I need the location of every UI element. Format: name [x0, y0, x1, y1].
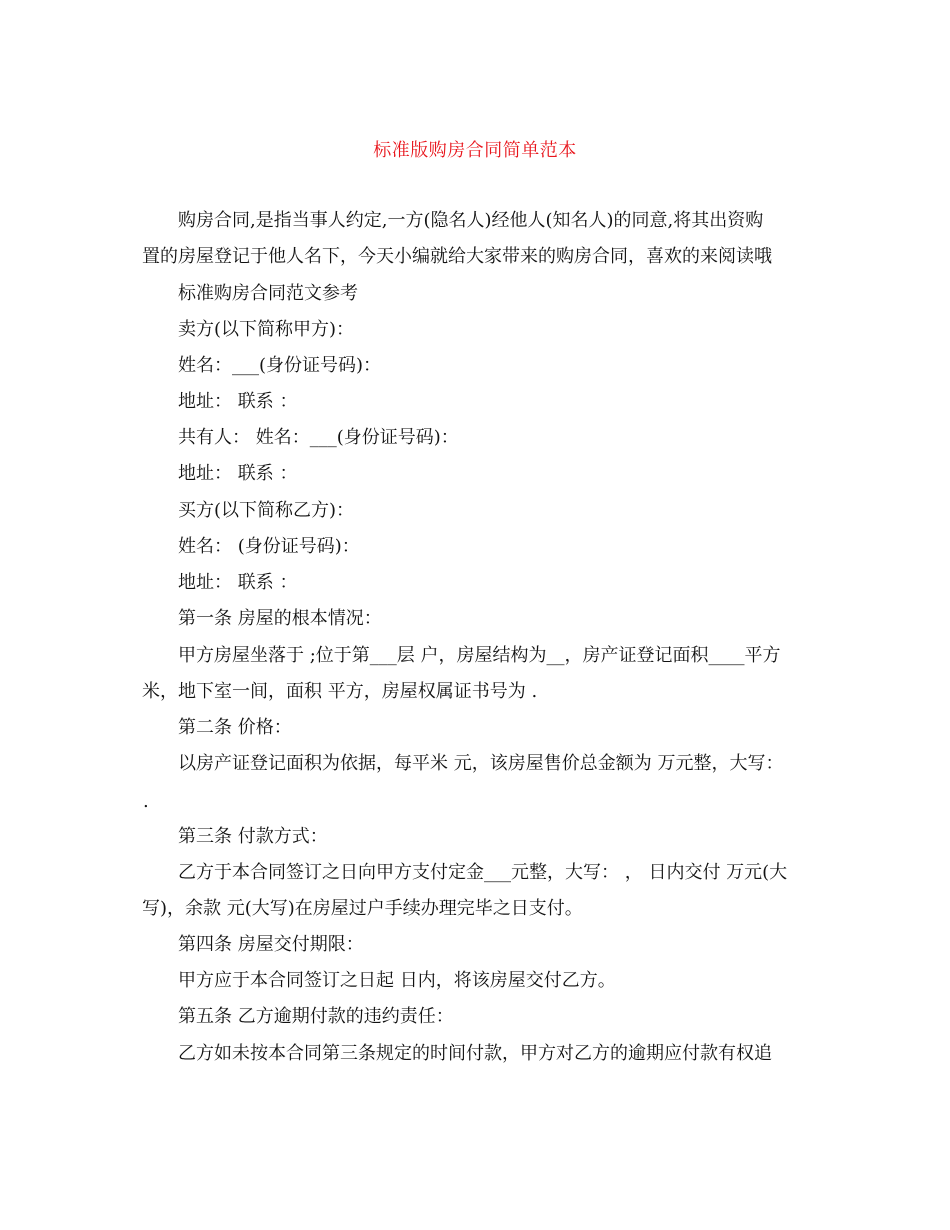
- buyer-heading: 买方(以下简称乙方)：: [178, 500, 355, 521]
- seller-heading: 卖方(以下简称甲方)：: [178, 319, 355, 340]
- article-2-heading: 第二条 价格：: [178, 717, 292, 738]
- co-owner-address-line: 地址： 联系 ：: [178, 463, 298, 484]
- paragraph-intro-line-2: 置的房屋登记于他人名下，今天小编就给大家带来的购房合同，喜欢的来阅读哦: [142, 246, 772, 267]
- article-5-text-line-1: 乙方如未按本合同第三条规定的时间付款，甲方对乙方的逾期应付款有权追: [178, 1043, 772, 1064]
- paragraph-intro-line-1: 购房合同,是指当事人约定,一方(隐名人)经他人(知名人)的同意,将其出资购: [178, 210, 764, 231]
- article-3-heading: 第三条 付款方式：: [178, 826, 328, 847]
- article-1-heading: 第一条 房屋的根本情况：: [178, 608, 382, 629]
- article-4-heading: 第四条 房屋交付期限：: [178, 934, 364, 955]
- seller-name-line: 姓名：___(身份证号码)：: [178, 355, 382, 376]
- article-2-text-line-2: .: [143, 791, 149, 812]
- article-5-heading: 第五条 乙方逾期付款的违约责任：: [178, 1006, 454, 1027]
- sample-heading: 标准购房合同范文参考: [178, 283, 358, 304]
- article-3-text-line-2: 写)，余款 元(大写)在房屋过户手续办理完毕之日支付。: [142, 898, 583, 919]
- article-1-text-line-1: 甲方房屋坐落于 ;位于第___层 户，房屋结构为__，房产证登记面积____平方: [178, 645, 781, 666]
- buyer-address-line: 地址： 联系 ：: [178, 572, 298, 593]
- seller-address-line: 地址： 联系 ：: [178, 391, 298, 412]
- article-2-text-line-1: 以房产证登记面积为依据，每平米 元，该房屋售价总金额为 万元整，大写：: [178, 753, 784, 774]
- buyer-name-line: 姓名： (身份证号码)：: [178, 536, 360, 557]
- co-owner-name-line: 共有人： 姓名：___(身份证号码)：: [178, 427, 459, 448]
- article-3-text-line-1: 乙方于本合同签订之日向甲方支付定金___元整，大写： ， 日内交付 万元(大: [178, 862, 788, 883]
- article-4-text: 甲方应于本合同签订之日起 日内，将该房屋交付乙方。: [178, 970, 616, 991]
- article-1-text-line-2: 米，地下室一间，面积 平方，房屋权属证书号为 .: [142, 681, 538, 702]
- document-title: 标准版购房合同简单范本: [373, 140, 577, 161]
